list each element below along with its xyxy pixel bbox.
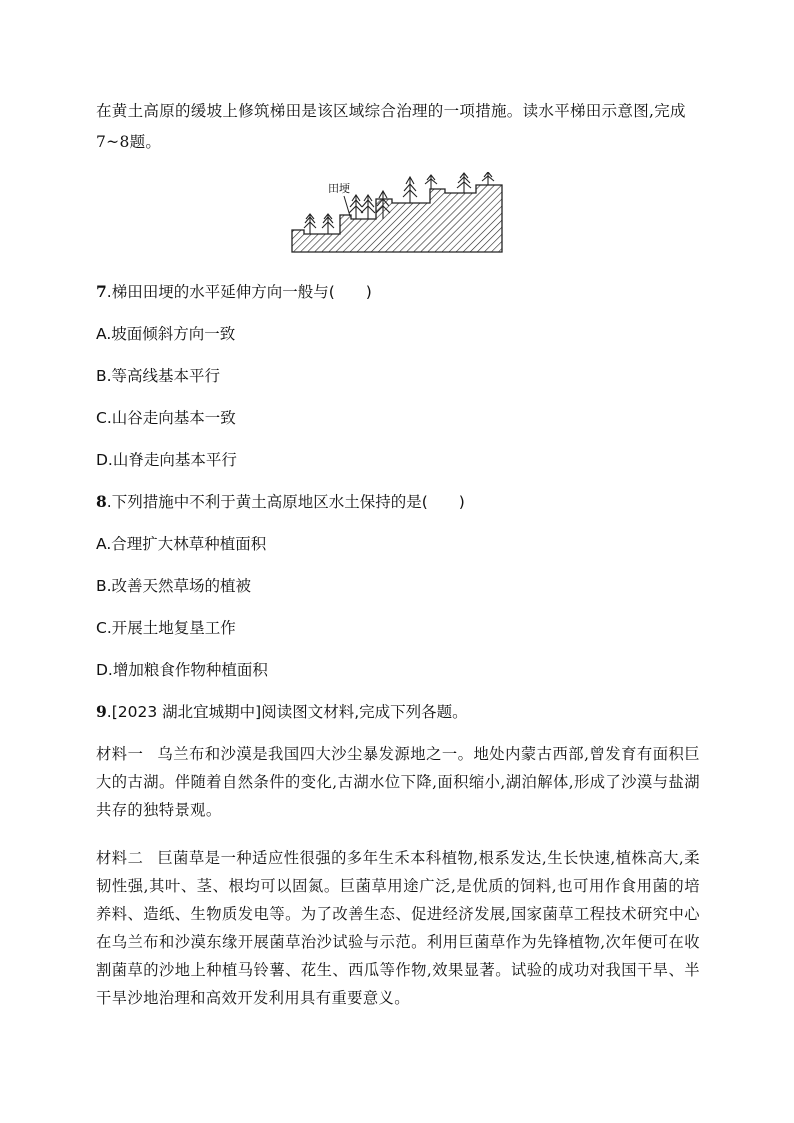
option-a[interactable]: A.坡面倾斜方向一致	[96, 325, 236, 343]
question-stem: .下列措施中不利于黄土高原地区水土保持的是( )	[106, 493, 465, 511]
material-2	[96, 844, 700, 1012]
question-8	[96, 492, 465, 512]
terrace-steps	[292, 185, 502, 252]
option-c[interactable]: C.开展土地复垦工作	[96, 619, 236, 637]
option-d[interactable]: D.山脊走向基本平行	[96, 451, 237, 469]
terrace-diagram	[288, 172, 506, 256]
option-b[interactable]: B.等高线基本平行	[96, 367, 221, 385]
option-a[interactable]: A.合理扩大林草种植面积	[96, 535, 267, 553]
material-1	[96, 740, 700, 824]
question-7	[96, 282, 372, 302]
question-stem: .梯田田埂的水平延伸方向一般与( )	[106, 283, 372, 301]
question-number: 7	[96, 282, 107, 301]
question-stem: .[2023 湖北宜城期中]阅读图文材料,完成下列各题。	[106, 703, 468, 721]
option-c[interactable]: C.山谷走向基本一致	[96, 409, 236, 427]
option-b[interactable]: B.改善天然草场的植被	[96, 577, 252, 595]
question-number: 9	[96, 702, 107, 721]
intro-paragraph: 在黄土高原的缓坡上修筑梯田是该区域综合治理的一项措施。读水平梯田示意图,完成7~8题。	[96, 102, 686, 151]
material-label: 材料二	[96, 849, 144, 867]
material-text: 巨菌草是一种适应性很强的多年生禾本科植物,根系发达,生长快速,植株高大,柔韧性强,其叶、茎、根均可以固氮。巨菌草用途广泛,是优质的饲料,也可用作食用菌的培养料、造纸、生物质发电等。为了改善生态、促进经济发展,国家菌草工程技术研究中心在乌兰布和沙漠东缘开展菌草治沙试验与示范。利用巨菌草作为先锋植物,次年便可在收割菌草的沙地上种植马铃薯、花生、西瓜等作物,效果显著。试验的成功对我国干旱、半干旱沙地治理和高效开发利用具有重要意义。	[96, 849, 700, 1007]
material-label: 材料一	[96, 745, 144, 763]
material-text: 乌兰布和沙漠是我国四大沙尘暴发源地之一。地处内蒙古西部,曾发育有面积巨大的古湖。伴随着自然条件的变化,古湖水位下降,面积缩小,湖泊解体,形成了沙漠与盐湖共存的独特景观。	[96, 745, 700, 819]
question-number: 8	[96, 492, 107, 511]
ridge-label: 田埂	[328, 182, 350, 195]
option-d[interactable]: D.增加粮食作物种植面积	[96, 661, 268, 679]
question-9	[96, 702, 468, 722]
label-leader	[344, 196, 350, 216]
